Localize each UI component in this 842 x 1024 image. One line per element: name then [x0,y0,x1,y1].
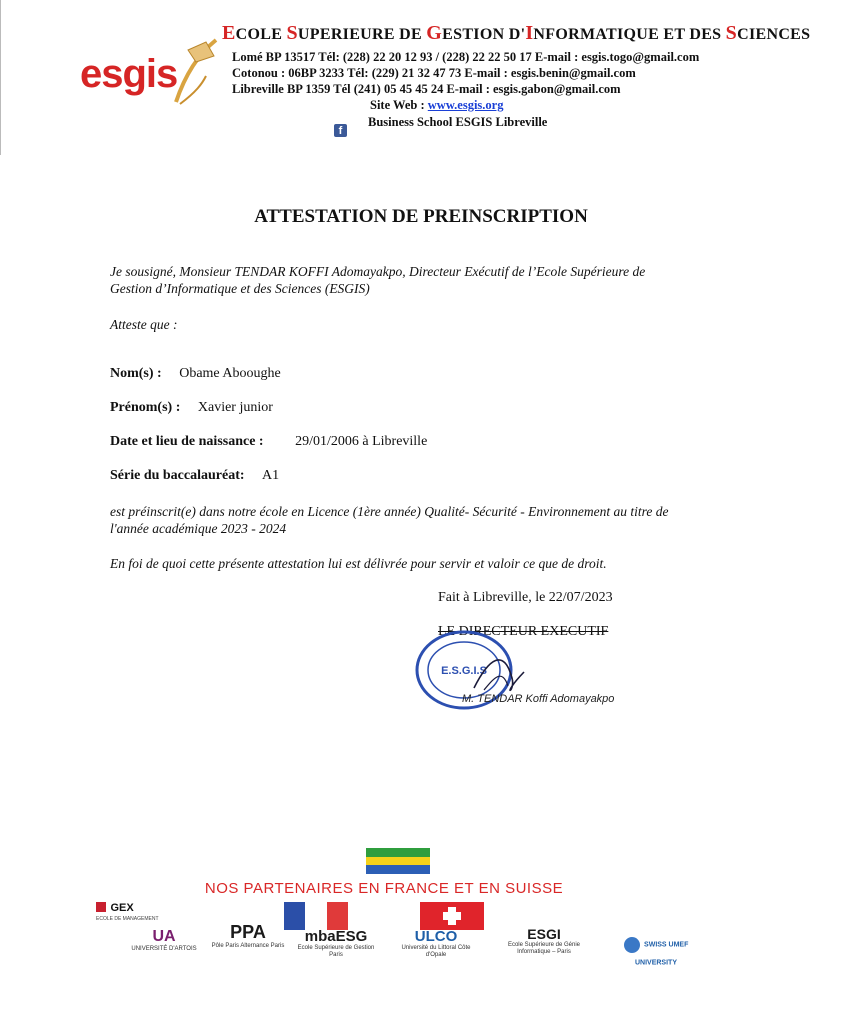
school-name [222,22,810,45]
prenom-label: Prénom(s) : [110,400,181,415]
bac-label: Série du baccalauréat: [110,468,245,483]
intro-paragraph: Je sousigné, Monsieur TENDAR KOFFI Adomayakpo, Directeur Exécutif de l’Ecole Supérieure de Gestion d’Informatique et des Sciences (ESGIS) [110,264,646,296]
school-name-part: ECOLE [222,22,287,44]
partner-mbaesg[interactable]: mbaESG Ecole Supérieure de Gestion Paris [297,928,375,958]
bac-value: A1 [262,468,280,483]
esgis-logo-text: esgis [80,52,178,96]
place-date: Fait à Libreville, le 22/07/2023 [438,590,613,605]
school-name-part: GESTION D' [426,22,526,44]
naissance-value: 29/01/2006 à Libreville [295,434,428,449]
naissance-row [110,434,427,450]
school-name-part: SUPERIEURE DE [286,22,427,44]
partner-ppa[interactable]: PPA Pôle Paris Alternance Paris [211,922,285,949]
contact-line-libreville: Libreville BP 1359 Tél (241) 05 45 45 24 E-mail : esgis.gabon@gmail.com [232,82,621,96]
partner-esgi[interactable]: ESGI Ecole Supérieure de Génie Informatique – Paris [507,926,581,955]
nom-label: Nom(s) : [110,366,162,381]
partner-universite-artois[interactable]: UA UNIVERSITÉ D'ARTOIS [131,928,197,952]
naissance-label: Date et lieu de naissance : [110,434,264,449]
page-left-rule [0,0,1,155]
business-school-line: Business School ESGIS Libreville [368,115,548,129]
director-title: LE DIRECTEUR EXECUTIF [438,624,609,639]
nom-row [110,366,281,382]
atteste-line: Atteste que : [110,317,178,332]
school-name-part: SCIENCES [725,22,811,44]
gabon-flag [366,848,430,874]
website-line: Site Web : www.esgis.org [370,98,504,112]
school-name-part: INFORMATIQUE ET DES [525,22,726,44]
website-link[interactable]: www.esgis.org [427,98,504,112]
bac-row [110,468,279,484]
nom-value: Obame Abooughe [179,366,281,381]
esgis-logo-icon [166,32,226,112]
partners-title: NOS PARTENAIRES EN FRANCE ET EN SUISSE [204,880,564,897]
closing-paragraph: En foi de quoi cette présente attestation lui est délivrée pour servir et valoir ce que de droit. [110,556,607,571]
partner-swiss-umef[interactable]: SWISS UMEF UNIVERSITY [610,936,702,972]
prenom-row [110,400,273,416]
stamp-label: E.S.G.I.S [441,665,487,677]
france-flag [284,902,348,930]
switzerland-flag [420,902,484,930]
signer-name: M. TENDAR Koffi Adomayakpo [462,693,615,705]
facebook-icon[interactable]: f [334,124,347,137]
globe-icon [624,937,640,953]
contact-line-lome: Lomé BP 13517 Tél: (228) 22 20 12 93 / (228) 22 22 50 17 E-mail : esgis.togo@gmail.com [232,50,700,64]
enrolment-paragraph: est préinscrit(e) dans notre école en Licence (1ère année) Qualité- Sécurité - Environnement au titre de l'année académique 2023 - 2024 [110,504,669,536]
partner-ulco[interactable]: ULCO Université du Littoral Côte d'Opale [401,928,471,958]
contact-line-cotonou: Cotonou : 06BP 3233 Tél: (229) 21 32 47 73 E-mail : esgis.benin@gmail.com [232,66,636,80]
prenom-value: Xavier junior [197,400,273,415]
gex-logo[interactable]: GEX ECOLE DE MANAGEMENT [96,902,159,922]
document-title: ATTESTATION DE PREINSCRIPTION [254,206,588,227]
